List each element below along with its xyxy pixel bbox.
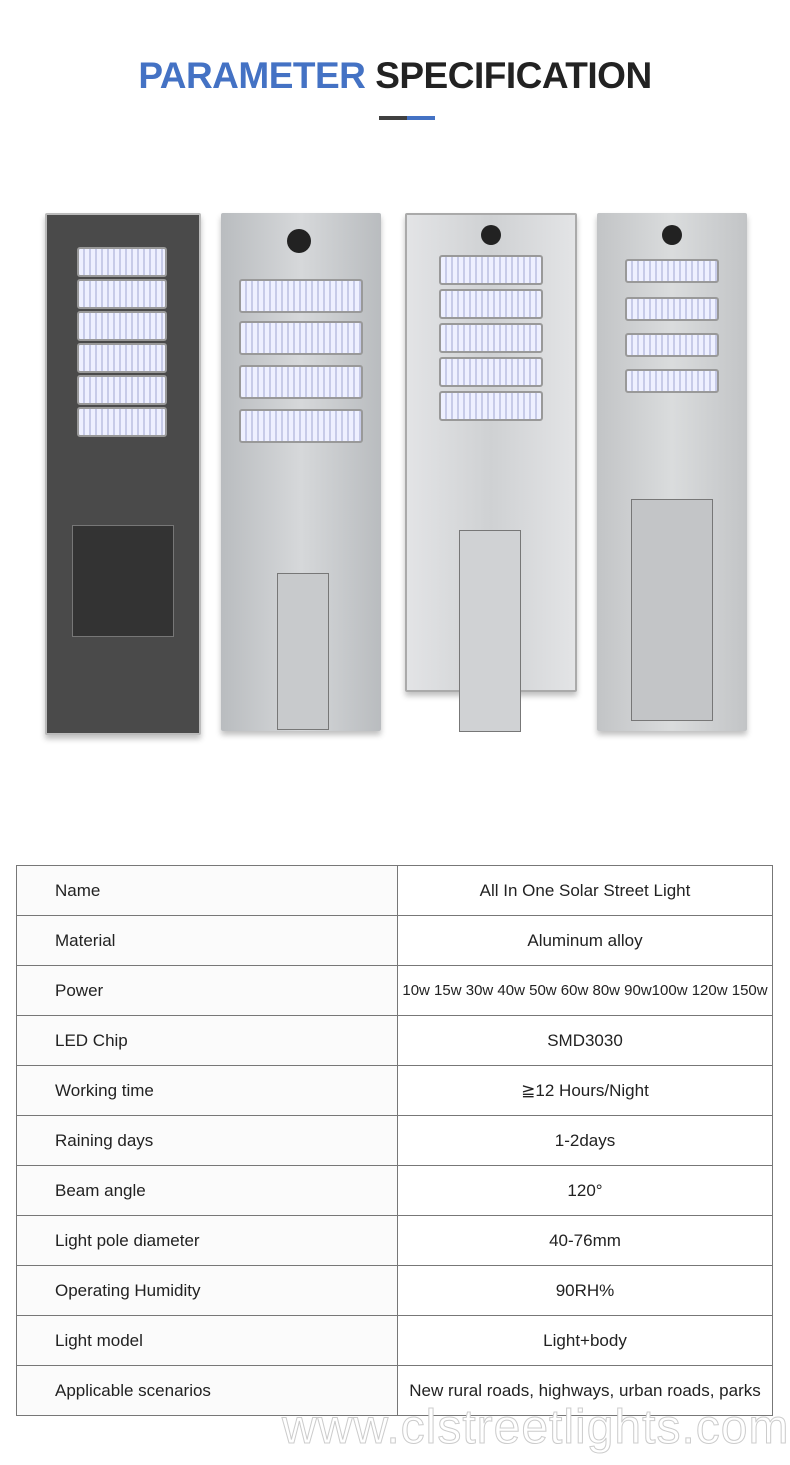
led-module <box>239 409 363 443</box>
led-module <box>625 333 719 357</box>
spec-label: Operating Humidity <box>17 1266 398 1316</box>
led-module <box>239 279 363 313</box>
table-row <box>17 916 773 966</box>
product-image-black-lamp <box>45 213 201 735</box>
table-row <box>17 1016 773 1066</box>
spec-label: Applicable scenarios <box>17 1366 398 1416</box>
table-row <box>17 966 773 1016</box>
led-module <box>239 365 363 399</box>
watermark: www.clstreetlights.com <box>282 1401 790 1454</box>
title-main: SPECIFICATION <box>375 55 652 96</box>
title-accent: PARAMETER <box>138 55 366 96</box>
led-module <box>77 407 167 437</box>
spec-value: ≧12 Hours/Night <box>398 1066 773 1116</box>
page-title <box>0 55 790 97</box>
spec-label: Name <box>17 866 398 916</box>
spec-value: 90RH% <box>398 1266 773 1316</box>
led-module <box>625 369 719 393</box>
led-module <box>77 279 167 309</box>
led-module <box>239 321 363 355</box>
table-row <box>17 1266 773 1316</box>
sensor-icon <box>287 229 311 253</box>
spec-value: 1-2days <box>398 1116 773 1166</box>
spec-label: LED Chip <box>17 1016 398 1066</box>
spec-value: 120° <box>398 1166 773 1216</box>
pole-mount <box>72 525 174 637</box>
spec-value: SMD3030 <box>398 1016 773 1066</box>
spec-label: Working time <box>17 1066 398 1116</box>
led-module <box>77 343 167 373</box>
product-image-silver-lamp-compact <box>597 213 747 731</box>
led-module <box>439 357 543 387</box>
table-row <box>17 1166 773 1216</box>
spec-value: 10w 15w 30w 40w 50w 60w 80w 90w100w 120w 150w <box>398 966 773 1016</box>
title-underline-dark <box>379 116 407 120</box>
spec-label: Material <box>17 916 398 966</box>
pole-mount <box>459 530 521 732</box>
led-module <box>439 323 543 353</box>
spec-label: Beam angle <box>17 1166 398 1216</box>
product-image-silver-lamp-5-module <box>405 213 577 692</box>
spec-value: New rural roads, highways, urban roads, parks <box>398 1366 773 1416</box>
spec-value: Aluminum alloy <box>398 916 773 966</box>
title-underline-blue <box>407 116 435 120</box>
sensor-icon <box>481 225 501 245</box>
table-row <box>17 1066 773 1116</box>
spec-value: Light+body <box>398 1316 773 1366</box>
led-module <box>77 247 167 277</box>
spec-value: 40-76mm <box>398 1216 773 1266</box>
table-row <box>17 1116 773 1166</box>
led-module <box>77 311 167 341</box>
spec-label: Raining days <box>17 1116 398 1166</box>
pole-mount <box>277 573 329 730</box>
spec-label: Power <box>17 966 398 1016</box>
led-module <box>625 297 719 321</box>
table-row <box>17 1316 773 1366</box>
product-image-silver-lamp-4-module <box>221 213 381 731</box>
spec-label: Light model <box>17 1316 398 1366</box>
table-row <box>17 866 773 916</box>
led-module <box>439 289 543 319</box>
pole-mount <box>631 499 713 721</box>
table-row <box>17 1216 773 1266</box>
sensor-icon <box>662 225 682 245</box>
spec-label: Light pole diameter <box>17 1216 398 1266</box>
spec-table <box>16 865 773 1416</box>
led-module <box>77 375 167 405</box>
led-module <box>625 259 719 283</box>
led-module <box>439 255 543 285</box>
spec-value: All In One Solar Street Light <box>398 866 773 916</box>
led-module <box>439 391 543 421</box>
